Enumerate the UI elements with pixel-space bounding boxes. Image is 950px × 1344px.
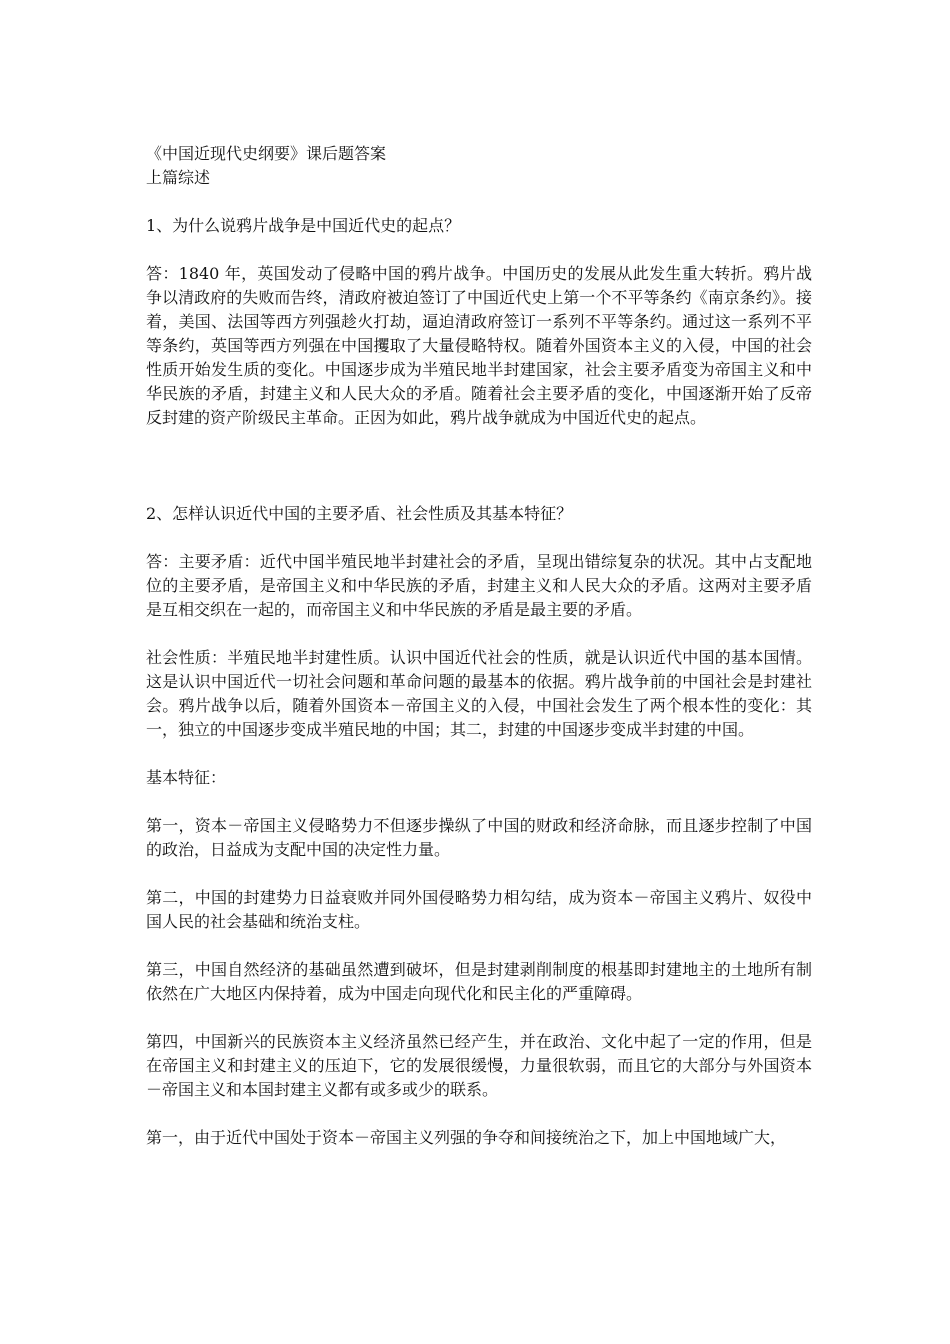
answer-2-features-heading: 基本特征：: [146, 768, 227, 787]
answer-2-main-contradiction: 答：主要矛盾：近代中国半殖民地半封建社会的矛盾，呈现出错综复杂的状况。其中占支配地位的主要矛盾，是帝国主义和中华民族的矛盾，封建主义和人民大众的矛盾。这两对主要矛盾是互相交织在一起的，而帝国主义和中华民族的矛盾是最主要的矛盾。: [146, 552, 812, 619]
question-1: 1、为什么说鸦片战争是中国近代史的起点？: [146, 216, 461, 235]
feature-paragraph: 第一，资本－帝国主义侵略势力不但逐步操纵了中国的财政和经济命脉，而且逐步控制了中国的政治，日益成为支配中国的决定性力量。: [146, 816, 812, 859]
feature-paragraph: 第四，中国新兴的民族资本主义经济虽然已经产生，并在政治、文化中起了一定的作用，但是在帝国主义和封建主义的压迫下，它的发展很缓慢，力量很软弱，而且它的大部分与外国资本－帝国主义和本国封建主义都有或多或少的联系。: [146, 1032, 812, 1099]
document-title: 《中国近现代史纲要》课后题答案: [146, 144, 387, 163]
question-2: 2、怎样认识近代中国的主要矛盾、社会性质及其基本特征？: [146, 504, 573, 523]
feature-paragraph: 第三，中国自然经济的基础虽然遭到破坏，但是封建剥削制度的根基即封建地主的土地所有制依然在广大地区内保持着，成为中国走向现代化和民主化的严重障碍。: [146, 960, 812, 1003]
feature-paragraph: 第二，中国的封建势力日益衰败并同外国侵略势力相勾结，成为资本－帝国主义鸦片、奴役中国人民的社会基础和统治支柱。: [146, 888, 812, 931]
answer-1: 答：1840 年，英国发动了侵略中国的鸦片战争。中国历史的发展从此发生重大转折。鸦片战争以清政府的失败而告终，清政府被迫签订了中国近代史上第一个不平等条约《南京条约》。接着，美国、法国等西方列强趁火打劫，逼迫清政府签订一系列不平等条约。通过这一系列不平等条约，英国等西方列强在中国攫取了大量侵略特权。随着外国资本主义的入侵，中国的社会性质开始发生质的变化。中国逐步成为半殖民地半封建国家，社会主要矛盾变为帝国主义和中华民族的矛盾，封建主义和人民大众的矛盾。随着社会主要矛盾的变化，中国逐渐开始了反帝反封建的资产阶级民主革命。正因为如此，鸦片战争就成为中国近代史的起点。: [146, 264, 812, 427]
feature-paragraph: 第一，由于近代中国处于资本－帝国主义列强的争夺和间接统治之下，加上中国地域广大，: [146, 1128, 787, 1147]
answer-2-social-nature: 社会性质：半殖民地半封建性质。认识中国近代社会的性质，就是认识近代中国的基本国情。这是认识中国近代一切社会问题和革命问题的最基本的依据。鸦片战争前的中国社会是封建社会。鸦片战争以后，随着外国资本－帝国主义的入侵，中国社会发生了两个根本性的变化：其一，独立的中国逐步变成半殖民地的中国；其二，封建的中国逐步变成半封建的中国。: [146, 648, 812, 739]
document-subtitle: 上篇综述: [146, 168, 211, 187]
